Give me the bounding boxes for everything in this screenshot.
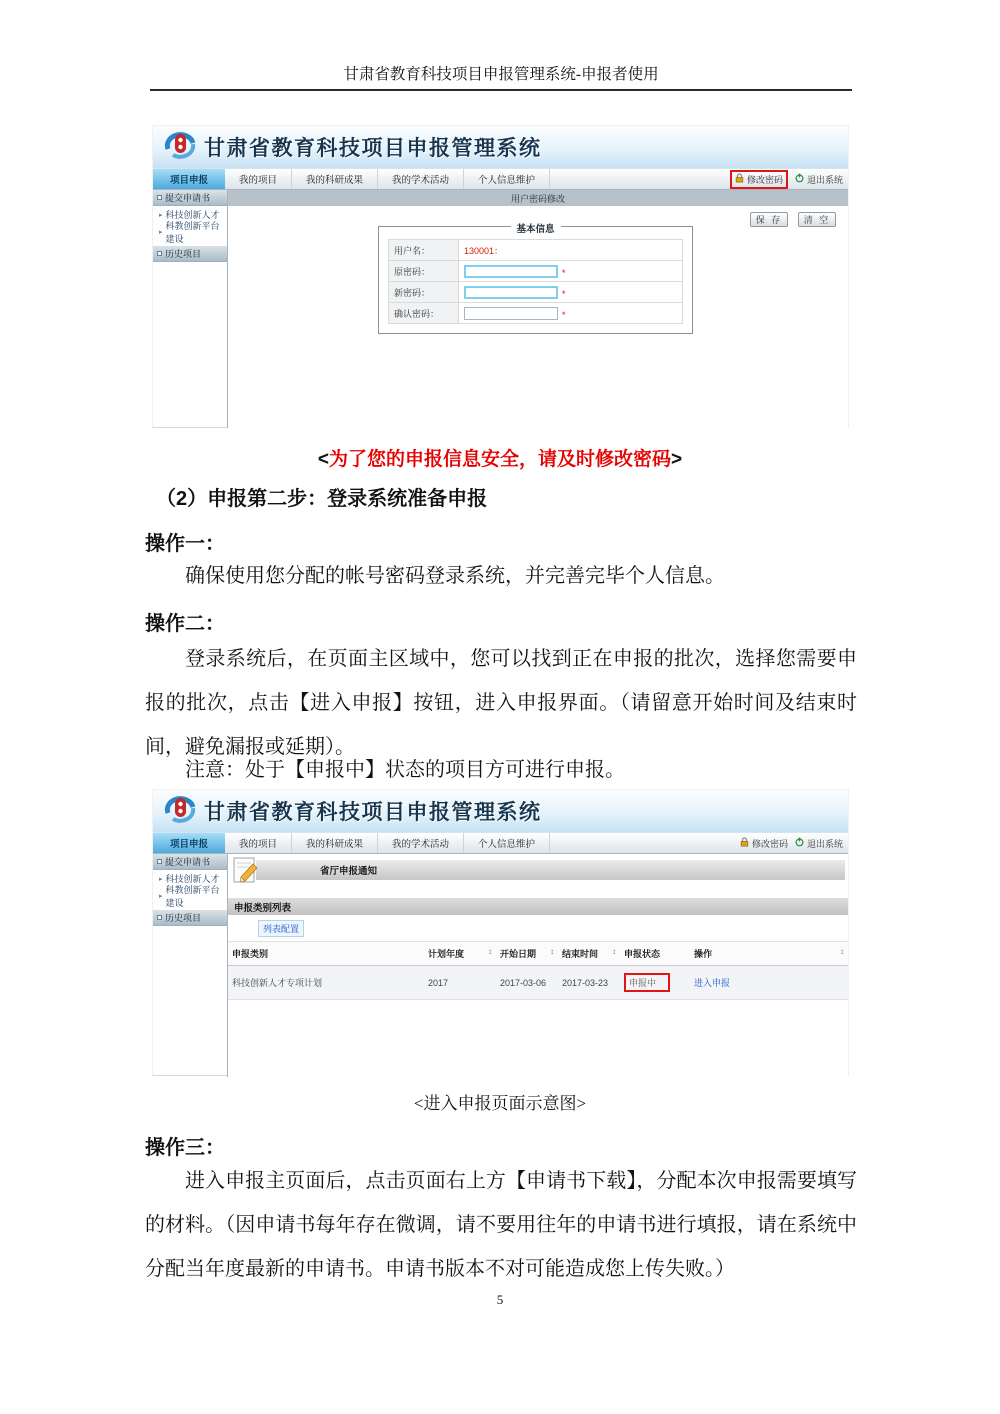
change-password-annotation bbox=[730, 170, 788, 189]
basic-info-fieldset bbox=[378, 226, 693, 334]
enter-apply-link[interactable]: 进入申报 bbox=[694, 978, 731, 988]
sidebar-group-history[interactable] bbox=[153, 910, 227, 926]
tab-my-projects[interactable]: 我的项目 bbox=[225, 169, 292, 189]
app-nav-bar bbox=[153, 169, 848, 190]
apply-page-caption: <进入申报页面示意图> bbox=[413, 1094, 587, 1113]
arrow-bullet-icon: ▸ bbox=[159, 875, 163, 883]
tab-project-apply[interactable]: 项目申报 bbox=[153, 169, 225, 189]
username-label: 用户名： bbox=[389, 240, 459, 261]
col-end-date: 结束时间 ↕ bbox=[558, 942, 620, 966]
sidebar bbox=[153, 854, 228, 1077]
cell-plan-year: 2017 bbox=[424, 966, 496, 1000]
sort-icon[interactable]: ↕ bbox=[612, 947, 616, 956]
step-two-label: 操作二： bbox=[145, 613, 225, 635]
list-config-link[interactable]: 列表配置 bbox=[258, 920, 304, 937]
list-title-bar: 申报类别列表 bbox=[228, 898, 848, 915]
new-password-label: 新密码： bbox=[389, 282, 459, 303]
notice-row bbox=[228, 854, 848, 890]
group-icon bbox=[157, 915, 162, 920]
table-row bbox=[389, 240, 683, 261]
change-password-group bbox=[740, 837, 788, 850]
tab-my-projects[interactable]: 我的项目 bbox=[225, 833, 292, 853]
logout-link[interactable]: 退出系统 bbox=[806, 174, 843, 185]
sidebar-group-label: 历史项目 bbox=[165, 249, 202, 259]
table-row bbox=[389, 261, 683, 282]
sidebar-group-label: 提交申请书 bbox=[165, 193, 211, 203]
old-password-input[interactable] bbox=[464, 265, 558, 278]
arrow-bullet-icon: ▸ bbox=[159, 228, 163, 236]
app-body bbox=[153, 854, 848, 1077]
app-logo-bar bbox=[153, 790, 848, 833]
tab-my-results[interactable]: 我的科研成果 bbox=[292, 833, 378, 853]
table-row bbox=[389, 303, 683, 324]
caption-red-text: 为了您的申报信息安全，请及时修改密码 bbox=[328, 449, 671, 470]
sidebar-group-label: 提交申请书 bbox=[165, 857, 211, 867]
required-mark: * bbox=[562, 309, 566, 320]
sort-icon[interactable]: ↕ bbox=[840, 947, 844, 956]
logout-link[interactable]: 退出系统 bbox=[806, 838, 843, 849]
clear-button[interactable]: 清 空 bbox=[798, 212, 836, 227]
sidebar-item-label: 科技创新人才 bbox=[165, 874, 220, 884]
sidebar bbox=[153, 190, 228, 428]
main-panel bbox=[228, 854, 848, 1077]
logout-group bbox=[795, 837, 843, 850]
lock-icon bbox=[740, 837, 749, 849]
password-safety-caption bbox=[0, 444, 1000, 471]
notice-title: 省厅申报通知 bbox=[320, 866, 378, 877]
nav-utility-links bbox=[730, 169, 843, 189]
main-panel bbox=[228, 190, 848, 428]
step-two-note: 注意：处于【申报中】状态的项目方可进行申报。 bbox=[185, 759, 625, 781]
old-password-label: 原密码： bbox=[389, 261, 459, 282]
table-row bbox=[228, 966, 848, 1000]
nav-utility-links bbox=[740, 833, 843, 853]
confirm-password-label: 确认密码： bbox=[389, 303, 459, 324]
required-mark: * bbox=[562, 267, 566, 278]
tab-personal-info[interactable]: 个人信息维护 bbox=[464, 169, 550, 189]
app-logo-icon bbox=[163, 793, 197, 830]
app-title: 甘肃省教育科技项目申报管理系统 bbox=[204, 137, 542, 160]
cell-action bbox=[690, 966, 848, 1000]
group-icon bbox=[157, 859, 162, 864]
col-plan-year: 计划年度 ↕ bbox=[424, 942, 496, 966]
app-logo-bar bbox=[153, 126, 848, 169]
step-one-text: 确保使用您分配的帐号密码登录系统，并完善完毕个人信息。 bbox=[185, 565, 725, 587]
table-row bbox=[389, 282, 683, 303]
section-heading: （2）申报第二步：登录系统准备申报 bbox=[156, 488, 488, 510]
sidebar-item-label: 科教创新平台建设 bbox=[165, 220, 220, 244]
step-two-text: 登录系统后，在页面主区域中，您可以找到正在申报的批次，选择您需要申报的批次，点击【进入申报】按钮，进入申报界面。（请留意开始时间及结束时间，避免漏报或延期）。 bbox=[145, 648, 857, 758]
group-icon bbox=[157, 195, 162, 200]
change-password-link[interactable]: 修改密码 bbox=[746, 174, 783, 185]
table-header-row bbox=[228, 942, 848, 966]
app-logo-icon bbox=[163, 129, 197, 166]
cell-category: 科技创新人才专项计划 bbox=[228, 966, 424, 1000]
step-three-label: 操作三： bbox=[145, 1137, 225, 1159]
arrow-bullet-icon: ▸ bbox=[159, 892, 163, 900]
sidebar-group-submit bbox=[153, 190, 227, 206]
screenshot-apply-page bbox=[152, 789, 849, 1076]
lock-icon bbox=[735, 173, 744, 185]
app-body bbox=[153, 190, 848, 428]
app-title: 甘肃省教育科技项目申报管理系统 bbox=[204, 801, 542, 824]
fieldset-legend: 基本信息 bbox=[510, 221, 560, 235]
required-mark: * bbox=[562, 288, 566, 299]
cell-end-date: 2017-03-23 bbox=[558, 966, 620, 1000]
col-action: 操作 ↕ bbox=[690, 942, 848, 966]
new-password-input[interactable] bbox=[464, 286, 558, 299]
app-nav-bar bbox=[153, 833, 848, 854]
tab-project-apply[interactable]: 项目申报 bbox=[153, 833, 225, 853]
panel-title: 用户密码修改 bbox=[228, 190, 848, 206]
step-three-text: 进入申报主页面后，点击页面右上方【申请书下载】，分配本次申报需要填写的材料。（因申请书每年存在微调，请不要用往年的申请书进行填报，请在系统中分配当年度最新的申请书。申请书版本不对可能造成您上传失败。） bbox=[145, 1170, 857, 1280]
status-annotation bbox=[624, 973, 670, 992]
save-button[interactable]: 保 存 bbox=[750, 212, 788, 227]
power-icon bbox=[795, 837, 804, 849]
sort-icon[interactable]: ↕ bbox=[550, 947, 554, 956]
tab-my-activities[interactable]: 我的学术活动 bbox=[378, 169, 464, 189]
sidebar-group-submit bbox=[153, 854, 227, 870]
group-icon bbox=[157, 251, 162, 256]
sidebar-group-label: 历史项目 bbox=[165, 913, 202, 923]
sidebar-item-platform[interactable] bbox=[153, 220, 227, 244]
doc-header-title: 甘肃省教育科技项目申报管理系统-申报者使用 bbox=[150, 66, 852, 91]
tab-my-results[interactable]: 我的科研成果 bbox=[292, 169, 378, 189]
password-form bbox=[388, 239, 683, 324]
sort-icon[interactable]: ↕ bbox=[488, 947, 492, 956]
cell-start-date: 2017-03-06 bbox=[496, 966, 558, 1000]
col-category: 申报类别 bbox=[228, 942, 424, 966]
sidebar-item-platform[interactable] bbox=[153, 884, 227, 908]
arrow-bullet-icon: ▸ bbox=[159, 211, 163, 219]
change-password-link[interactable]: 修改密码 bbox=[751, 838, 788, 849]
notice-bar bbox=[256, 860, 845, 880]
screenshot-password-page bbox=[152, 125, 849, 428]
confirm-password-input[interactable] bbox=[464, 307, 558, 320]
page-number: 5 bbox=[496, 1292, 504, 1307]
caption-bracket: < bbox=[317, 449, 329, 470]
col-start-date: 开始日期 ↕ bbox=[496, 942, 558, 966]
cell-status bbox=[620, 966, 690, 1000]
power-icon bbox=[795, 173, 804, 185]
col-status: 申报状态 bbox=[620, 942, 690, 966]
batch-table bbox=[228, 941, 848, 1000]
sidebar-group-history[interactable] bbox=[153, 246, 227, 262]
caption-bracket: > bbox=[671, 449, 683, 470]
tab-personal-info[interactable]: 个人信息维护 bbox=[464, 833, 550, 853]
notepad-pencil-icon bbox=[232, 855, 259, 890]
step-one-label: 操作一： bbox=[145, 533, 225, 555]
logout-group bbox=[795, 173, 843, 186]
status-badge: 申报中 bbox=[629, 978, 657, 988]
tab-my-activities[interactable]: 我的学术活动 bbox=[378, 833, 464, 853]
sidebar-item-label: 科技创新人才 bbox=[165, 210, 220, 220]
username-value: 130001： bbox=[464, 245, 504, 256]
sidebar-item-label: 科教创新平台建设 bbox=[165, 884, 220, 908]
